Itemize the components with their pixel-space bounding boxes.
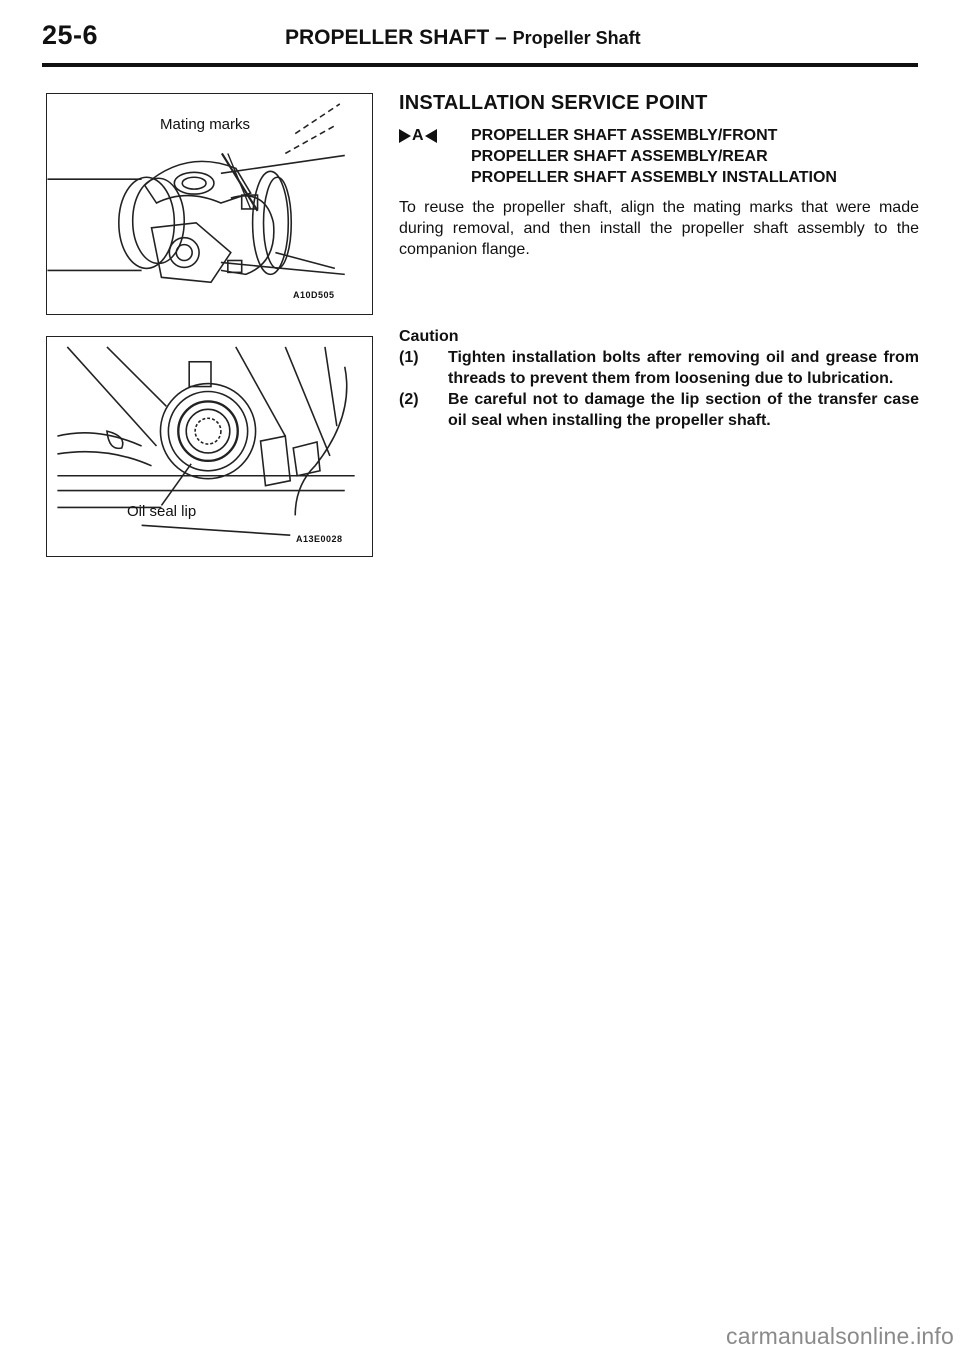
figure-mating-marks — [46, 93, 373, 315]
triangle-left-icon — [425, 129, 437, 143]
caution-item-number: (2) — [399, 391, 419, 408]
section-heading: INSTALLATION SERVICE POINT — [399, 92, 708, 114]
mating-marks-label: Mating marks — [160, 116, 251, 133]
figure-code: A10D505 — [293, 290, 335, 300]
oil-seal-lip-label: Oil seal lip — [127, 503, 197, 520]
title-separator: – — [495, 26, 507, 49]
service-point-line: PROPELLER SHAFT ASSEMBLY INSTALLATION — [471, 169, 837, 186]
page-header — [42, 20, 918, 76]
service-point-line: PROPELLER SHAFT ASSEMBLY/REAR — [471, 148, 768, 165]
service-point-line: PROPELLER SHAFT ASSEMBLY/FRONT — [471, 127, 778, 144]
service-point-block — [399, 125, 919, 188]
header-rule — [42, 63, 918, 67]
watermark: carmanualsonline.info — [726, 1323, 954, 1349]
caution-item-text: Tighten installation bolts after removing oil and grease from threads to prevent them from loosening due to lubrication. — [448, 349, 919, 387]
subsection-name: Propeller Shaft — [512, 28, 641, 48]
service-point-mark — [399, 125, 437, 146]
figure-oil-seal — [46, 336, 373, 557]
caution-item-text: Be careful not to damage the lip section of the transfer case oil seal when installing the propeller shaft. — [448, 391, 919, 429]
section-name: PROPELLER SHAFT — [285, 26, 490, 49]
instruction-paragraph: To reuse the propeller shaft, align the mating marks that were made during removal, and then install the propeller shaft assembly to the companion flange. — [399, 199, 919, 258]
caution-title: Caution — [399, 328, 459, 345]
oil-seal-illustration — [47, 337, 372, 556]
figure-code: A13E0028 — [296, 534, 343, 544]
service-point-letter: A — [412, 127, 424, 144]
caution-item — [399, 347, 919, 389]
page-number: 25-6 — [42, 20, 99, 50]
caution-item-number: (1) — [399, 349, 419, 366]
caution-item — [399, 389, 919, 431]
triangle-right-icon — [399, 129, 411, 143]
installation-content — [399, 92, 919, 431]
section-title — [285, 26, 641, 50]
